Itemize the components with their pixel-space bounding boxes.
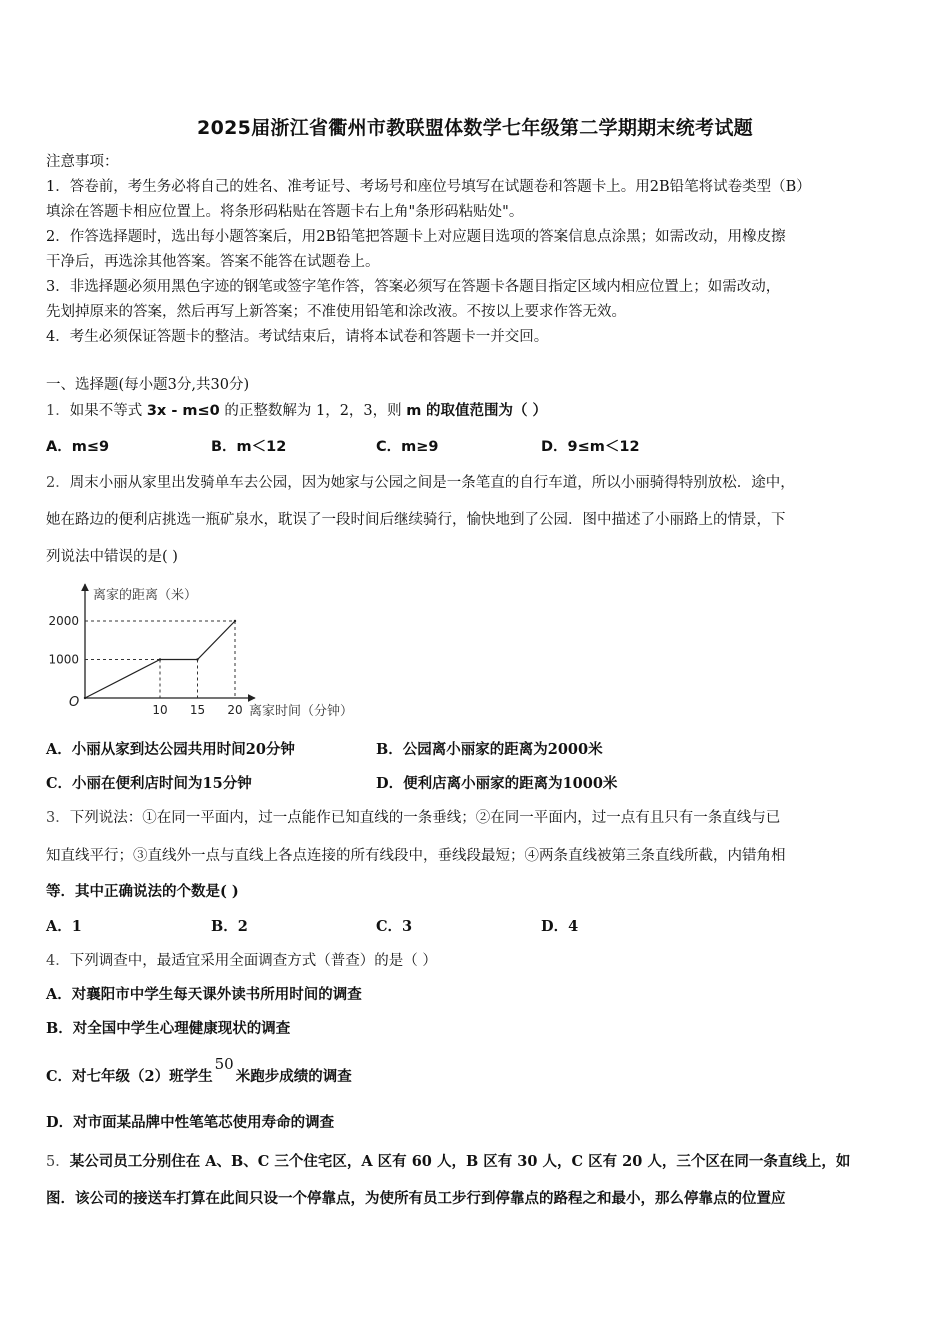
- question-text: 的取值范围为（ ）: [425, 402, 548, 419]
- y-tick-label: 2000: [48, 614, 79, 628]
- option-a: A．1: [46, 918, 82, 935]
- option-d: D．便利店离小丽家的距离为1000米: [376, 775, 618, 792]
- option-b: B．公园离小丽家的距离为2000米: [376, 741, 603, 758]
- option-c: [46, 1055, 352, 1087]
- question-text: 某公司员工分别住在 A、B、C 三个住宅区，A 区有 60 人，B 区有 30 人，C 区有 20 人，三个区在同一条直线上，如: [69, 1153, 851, 1170]
- question-text: 的正整数解为 1，2，3，则: [224, 403, 402, 419]
- option-number: 50: [214, 1055, 234, 1073]
- notice-line: 1．答卷前，考生务必将自己的姓名、准考证号、考场号和座位号填写在试题卷和答题卡上。用2B铅笔将试卷类型（B）: [46, 179, 811, 195]
- option-text: 米跑步成绩的调查: [235, 1068, 352, 1085]
- notice-line: 先划掉原来的答案，然后再写上新答案；不准使用铅笔和涂改液。不按以上要求作答无效。: [46, 304, 626, 320]
- question-text: 知直线平行；③直线外一点与直线上各点连接的所有线段中，垂线段最短；④两条直线被第三条直线所截，内错角相: [46, 848, 786, 864]
- math-variable: m: [406, 403, 422, 419]
- question-3: [46, 808, 780, 828]
- option-c: C．m≥9: [376, 439, 439, 455]
- x-tick-label: 20: [227, 703, 243, 717]
- data-point: [234, 620, 236, 622]
- question-text: 下列调查中，最适宜采用全面调查方式（普查）的是（ ）: [69, 953, 437, 969]
- notice-heading: 注意事项：: [46, 154, 119, 170]
- section-heading: 一、选择题(每小题3分,共30分): [46, 377, 250, 393]
- x-tick-label: 15: [189, 703, 206, 717]
- page-title: 2025届浙江省衢州市教联盟体数学七年级第二学期期末统考试题: [197, 117, 753, 139]
- y-tick-label: 1000: [48, 652, 79, 667]
- question-text: 周末小丽从家里出发骑单车去公园，因为她家与公园之间是一条笔直的自行车道，所以小丽骑得特别放松．途中，: [69, 475, 795, 491]
- question-text: 图．该公司的接送车打算在此间只设一个停靠点，为使所有员工步行到停靠点的路程之和最小，那么停靠点的位置应: [46, 1190, 786, 1207]
- question-text: 等．其中正确说法的个数是( ): [46, 883, 239, 900]
- notice-line: 4．考生必须保证答题卡的整洁。考试结束后，请将本试卷和答题卡一并交回。: [46, 329, 549, 345]
- question-1: [46, 401, 547, 421]
- option-a: A．对襄阳市中学生每天课外读书所用时间的调查: [46, 986, 362, 1003]
- question-number: 3．: [46, 810, 70, 826]
- option-text: C．对七年级（2）班学生: [46, 1068, 213, 1085]
- question-text: 下列说法：①在同一平面内，过一点能作已知直线的一条垂线；②在同一平面内，过一点有且只有一条直线与已: [69, 810, 781, 826]
- question-number: 5．: [46, 1154, 70, 1170]
- question-text: 她在路边的便利店挑选一瓶矿泉水，耽误了一段时间后继续骑行，愉快地到了公园．图中描述了小丽路上的情景，下: [46, 512, 786, 528]
- option-a: A．m≤9: [46, 439, 110, 455]
- option-b: B．2: [211, 918, 248, 935]
- question-number: 1．: [46, 403, 70, 419]
- data-point: [196, 658, 198, 660]
- option-b: B．m＜12: [211, 439, 287, 455]
- option-b: B．对全国中学生心理健康现状的调查: [46, 1020, 291, 1037]
- option-d: D．对市面某品牌中性笔笔芯使用寿命的调查: [46, 1114, 335, 1131]
- option-c: C．小丽在便利店时间为15分钟: [46, 775, 252, 792]
- question-number: 4．: [46, 953, 70, 969]
- question-text: 列说法中错误的是( ): [46, 549, 178, 565]
- option-c: C．3: [376, 918, 413, 935]
- question-4: [46, 951, 437, 971]
- y-axis-label: 离家的距离（米）: [93, 588, 198, 603]
- x-tick-label: 10: [152, 703, 168, 717]
- question-text: 如果不等式: [69, 403, 143, 419]
- notice-line: 2．作答选择题时，选出每小题答案后，用2B铅笔把答题卡上对应题目选项的答案信息点涂黑；如需改动，用橡皮擦: [46, 229, 786, 245]
- x-axis-label: 离家时间（分钟）: [249, 704, 354, 719]
- notice-line: 干净后，再选涂其他答案。答案不能答在试题卷上。: [46, 254, 380, 270]
- data-point: [159, 658, 161, 660]
- option-d: D．9≤m＜12: [541, 439, 640, 455]
- origin-label: O: [69, 695, 80, 710]
- question-5: [46, 1152, 850, 1172]
- notice-line: 填涂在答题卡相应位置上。将条形码粘贴在答题卡右上角"条形码粘贴处"。: [46, 204, 524, 220]
- option-d: D．4: [541, 918, 579, 935]
- question-number: 2．: [46, 475, 70, 491]
- question-2: [46, 473, 795, 493]
- math-expression: 3x - m≤0: [146, 403, 220, 419]
- data-point: [84, 697, 86, 699]
- notice-line: 3．非选择题必须用黑色字迹的钢笔或签字笔作答，答案必须写在答题卡各题目指定区域内相应位置上；如需改动，: [46, 279, 781, 295]
- distance-time-chart: [40, 580, 390, 725]
- option-a: A．小丽从家到达公园共用时间20分钟: [46, 741, 295, 758]
